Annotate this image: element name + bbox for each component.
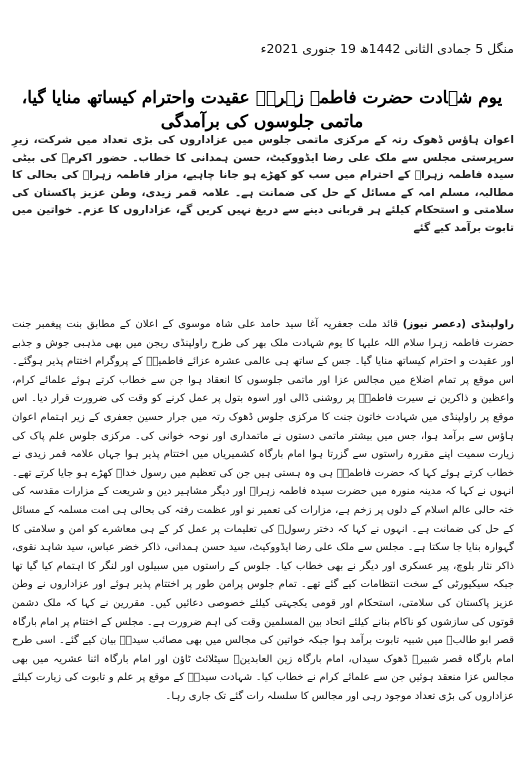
article-body bbox=[12, 316, 514, 706]
article-body-paragraph bbox=[12, 316, 514, 706]
article-byline: راولپنڈی (دعصر نیوز) bbox=[402, 319, 514, 330]
article-lead-text: اعوان ہاؤس ڈھوک رتہ کے مرکزی ماتمی جلوس میں عزاداروں کی بڑی تعداد میں شرکت، زیرِ سرپرستی مجلس سے ملک علی رضا ایڈووکیٹ، حسن ہمدانی کا خطاب۔ حضور اکرمؐ کی بیٹی سیدہ فاطمہ زہراؑ کے احترام میں سب کو کھڑے ہو جانا چاہیے، مزار فاطمہ زہراؑ کی بحالی کا مطالبہ، مسلم امہ کے مسائل کے حل کی ضمانت ہے۔ علامہ قمر زیدی، وطن عزیز پاکستان کی سلامتی و استحکام کیلئے ہر قربانی دینے سے دریغ نہیں کریں گے، عزاداروں کا عزم۔ خواتین میں تابوت برآمد کیے گئے bbox=[12, 134, 514, 234]
article-lead bbox=[12, 132, 514, 238]
article-body-text: قائد ملت جعفریہ آغا سید حامد علی شاہ موسوی کے اعلان کے مطابق بنت پیغمبر جنت حضرت فاطمہ زہرا سلام اللہ علیہا کا یوم شہادت ملک بھر کی طرح راولپنڈی ریجن میں بھی مذہبی جوش و جذبے اور عقیدت و احترام کیساتھ منایا گیا۔ جس کے ساتھ ہی عالمی عشرہ عزائے فاطمیہؑ کے پروگرام اختتام پذیر ہوگئے۔ اس موقع پر تمام اضلاع میں مجالس عزا اور ماتمی جلوسوں کا انعقاد ہوا جن سے خطاب کرتے ہوئے علمائے کرام، واعظین و ذاکرین نے سیرت فاطمہؑ پر روشنی ڈالی اور اسوہ بتول پر عمل کرنے کو وقت کی ضرورت قرار دیا۔ اس موقع پر راولپنڈی میں شہادت خاتون جنت کا مرکزی جلوس ڈھوک رتہ میں جرار حسین جعفری کے زیر اہتمام اعوان ہاؤس سے برآمد ہوا، جس میں بیشتر ماتمی دستوں نے ماتمداری اور نوحہ خوانی کی۔ مرکزی جلوس علم پاک کی زیارت سمیت اپنے مقررہ راستوں سے گزرتا ہوا امام بارگاہ کشمیریاں میں اختتام پذیر ہوا جہاں علامہ قمر زیدی نے خطاب کرتے ہوئے کہا کہ حضرت فاطمہؑ ہی وہ ہستی ہیں جن کی تعظیم میں رسول خداؐ کھڑے ہو جایا کرتے تھے۔ انہوں نے کہا کہ مدینہ منورہ میں حضرت سیدہ فاطمہ زہراؑ اور دیگر مشاہیر دین و شریعت کے مزارات مقدسہ کی ختہ حالی عالم اسلام کے دلوں پر زخم ہے، مزارات کی تعمیر نو اور عظمت رفتہ کی بحالی ہی امت مسلمہ کے مسائل کے حل کی ضمانت ہے۔ انہوں نے کہا کہ دختر رسولؐ کی تعلیمات پر عمل کر کے ہی معاشرے کو امن و سلامتی کا گہوارہ بنایا جا سکتا ہے۔ مجلس سے ملک علی رضا ایڈووکیٹ، سید حسن ہمدانی، ذاکر خضر عباس، سید شاہد نقوی، ذاکر نثار بلوچ، پیر عسکری اور دیگر نے بھی خطاب کیا۔ جلوس کے راستوں میں سبیلوں اور لنگر کا اہتمام کیا گیا تھا جبکہ سیکیورٹی کے سخت انتظامات کیے گئے تھے۔ تمام جلوس پرامن طور پر اختتام پذیر ہوئے اور عزاداروں نے وطن عزیز پاکستان کی سلامتی، استحکام اور قومی یکجہتی کیلئے خصوصی دعائیں کیں۔ مقررین نے کہا کہ ملک دشمن قوتوں کی سازشوں کو ناکام بنانے کیلئے اتحاد بین المسلمین وقت کی اہم ضرورت ہے۔ مجلس کے اختتام پر امام بارگاہ قصر ابو طالبؑ میں شبیہ تابوت برآمد ہوا جبکہ خواتین کی مجالس میں بھی مصائب سیدہؑ بیان کیے گئے۔ اسی طرح امام بارگاہ قصر شبیرؑ ڈھوک سیداں، امام بارگاہ زین العابدینؑ سیٹلائٹ ٹاؤن اور امام بارگاہ اثنا عشریہ میں بھی مجالس عزا منعقد ہوئیں جن سے علمائے کرام نے خطاب کیا۔ شہادت سیدہؑ کے موقع پر علم و تابوت کی زیارت کیلئے عزاداروں کی بڑی تعداد موجود رہی اور مجالس کا سلسلہ رات گئے تک جاری رہا۔ bbox=[12, 319, 514, 702]
article-dateline: منگل 5 جمادی الثانی 1442ھ 19 جنوری 2021ء bbox=[260, 41, 514, 56]
article-headline: یوم شہادت حضرت فاطمہ زہراؑ عقیدت واحترام کیساتھ منایا گیا، ماتمی جلوسوں کی برآمدگی bbox=[21, 88, 503, 132]
